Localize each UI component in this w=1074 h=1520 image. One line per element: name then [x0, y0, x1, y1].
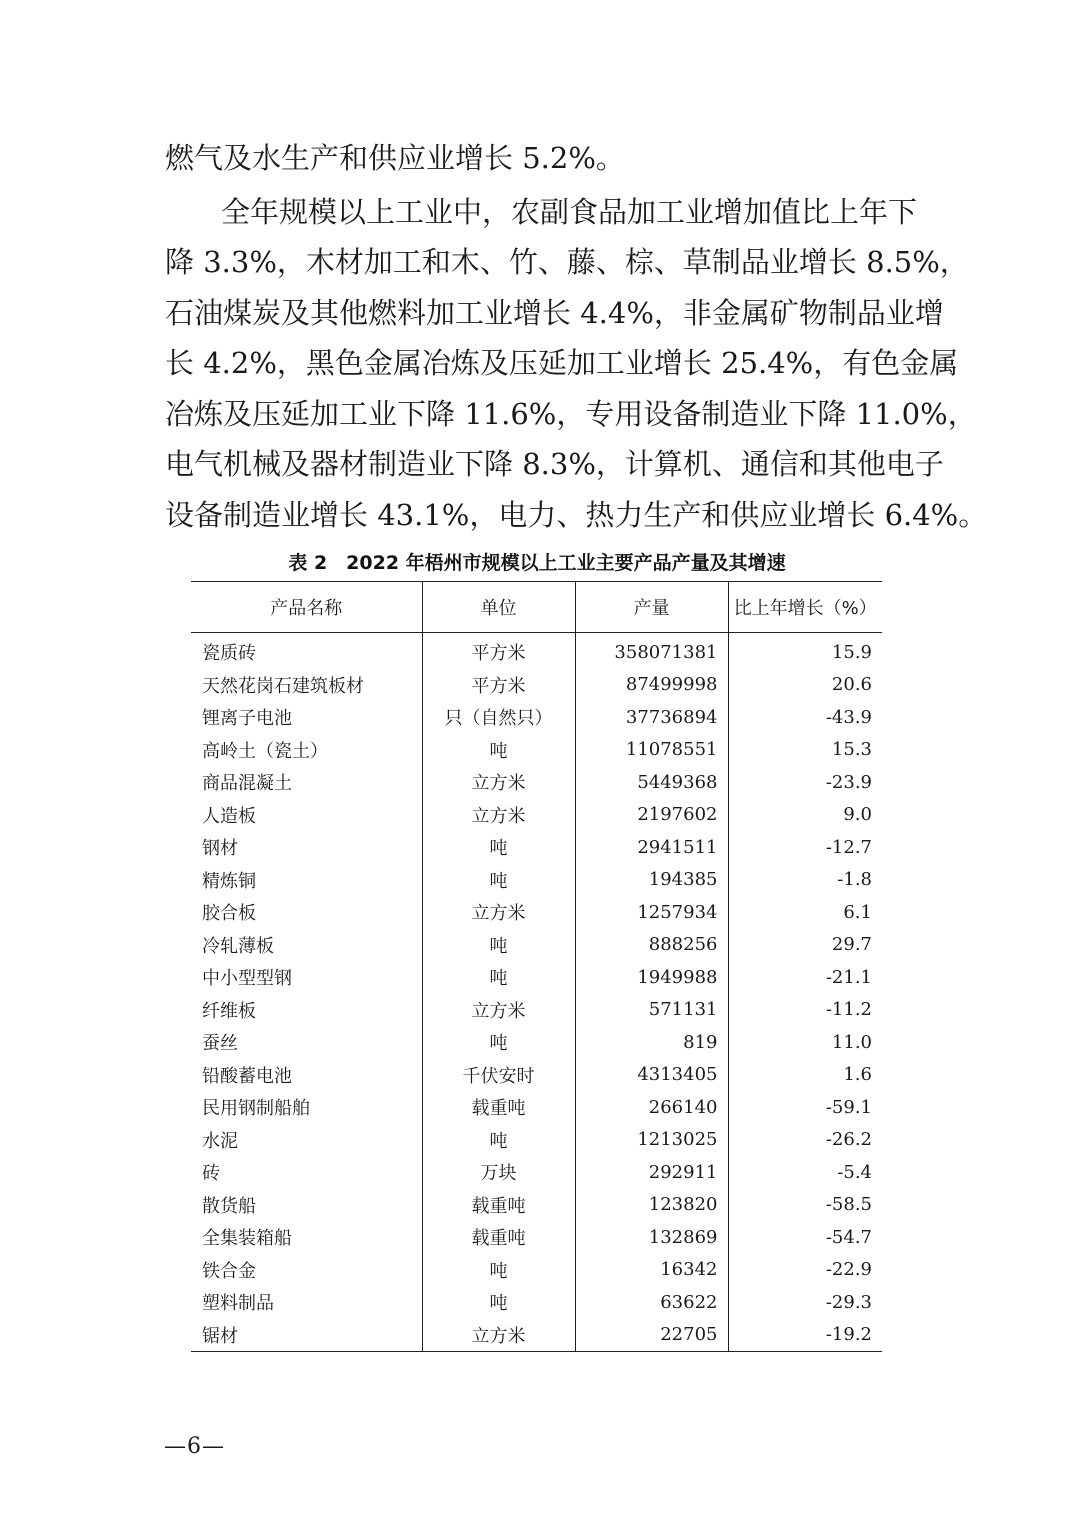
- table-row: [191, 994, 882, 1027]
- output-cell: 11078551: [575, 734, 728, 767]
- table-body: [191, 633, 882, 1352]
- header-growth: 比上年增长（%）: [728, 582, 882, 633]
- table-row: [191, 1059, 882, 1092]
- unit-cell: 载重吨: [422, 1091, 575, 1124]
- table-row: [191, 896, 882, 929]
- output-cell: 2197602: [575, 799, 728, 832]
- growth-cell: -19.2: [728, 1319, 882, 1352]
- output-cell: 194385: [575, 864, 728, 897]
- header-output: 产量: [575, 582, 728, 633]
- table-row: [191, 766, 882, 799]
- table-row: [191, 1026, 882, 1059]
- product-name-cell: 蚕丝: [202, 1033, 238, 1055]
- table-row: [191, 1221, 882, 1254]
- table-row: [191, 701, 882, 734]
- paragraph-line: 电气机械及器材制造业下降 8.3%，计算机、通信和其他电子: [165, 447, 944, 481]
- table-row: [191, 961, 882, 994]
- unit-cell: 吨: [422, 864, 575, 897]
- output-cell: 4313405: [575, 1059, 728, 1092]
- unit-cell: 只（自然只）: [422, 701, 575, 734]
- unit-cell: 吨: [422, 929, 575, 962]
- growth-cell: -29.3: [728, 1286, 882, 1319]
- paragraph-line: 长 4.2%，黑色金属冶炼及压延加工业增长 25.4%，有色金属: [165, 346, 959, 380]
- table-row: [191, 929, 882, 962]
- growth-cell: -26.2: [728, 1124, 882, 1157]
- table-row: [191, 831, 882, 864]
- output-cell: 888256: [575, 929, 728, 962]
- output-cell: 37736894: [575, 701, 728, 734]
- unit-cell: 平方米: [422, 669, 575, 702]
- product-name-cell: 铅酸蓄电池: [202, 1065, 292, 1087]
- output-cell: 571131: [575, 994, 728, 1027]
- growth-cell: 20.6: [728, 669, 882, 702]
- product-name-cell: 水泥: [202, 1130, 238, 1152]
- output-cell: 1257934: [575, 896, 728, 929]
- product-name-cell: 瓷质砖: [202, 643, 256, 665]
- unit-cell: 千伏安时: [422, 1059, 575, 1092]
- table-row: [191, 1286, 882, 1319]
- table-row: [191, 864, 882, 897]
- product-name-cell: 中小型型钢: [202, 968, 292, 990]
- header-product-name: 产品名称: [191, 582, 422, 633]
- paragraph-line: 冶炼及压延加工业下降 11.6%，专用设备制造业下降 11.0%，: [165, 397, 977, 431]
- output-cell: 292911: [575, 1156, 728, 1189]
- growth-cell: -43.9: [728, 701, 882, 734]
- output-cell: 16342: [575, 1254, 728, 1287]
- product-name-cell: 人造板: [202, 805, 256, 827]
- table-row: [191, 734, 882, 767]
- output-cell: 22705: [575, 1319, 728, 1352]
- output-cell: 87499998: [575, 669, 728, 702]
- table-header-row: [191, 582, 882, 633]
- product-name-cell: 散货船: [202, 1195, 256, 1217]
- table-row: [191, 1254, 882, 1287]
- output-cell: 1949988: [575, 961, 728, 994]
- growth-cell: -1.8: [728, 864, 882, 897]
- table-row: [191, 669, 882, 702]
- product-name-cell: 高岭土（瓷土）: [202, 740, 328, 762]
- output-cell: 5449368: [575, 766, 728, 799]
- unit-cell: 立方米: [422, 896, 575, 929]
- unit-cell: 吨: [422, 961, 575, 994]
- product-name-cell: 精炼铜: [202, 870, 256, 892]
- paragraph-line: 设备制造业增长 43.1%，电力、热力生产和供应业增长 6.4%。: [165, 498, 988, 532]
- product-name-cell: 砖: [202, 1163, 220, 1185]
- header-unit: 单位: [422, 582, 575, 633]
- output-cell: 1213025: [575, 1124, 728, 1157]
- growth-cell: 6.1: [728, 896, 882, 929]
- unit-cell: 吨: [422, 734, 575, 767]
- paragraph-line: 石油煤炭及其他燃料加工业增长 4.4%，非金属矿物制品业增: [165, 296, 944, 330]
- growth-cell: 15.3: [728, 734, 882, 767]
- product-name-cell: 民用钢制船舶: [202, 1098, 310, 1120]
- output-cell: 2941511: [575, 831, 728, 864]
- product-name-cell: 冷轧薄板: [202, 935, 274, 957]
- growth-cell: -21.1: [728, 961, 882, 994]
- table-row: [191, 1124, 882, 1157]
- unit-cell: 万块: [422, 1156, 575, 1189]
- table-row: [191, 1091, 882, 1124]
- unit-cell: 平方米: [422, 633, 575, 669]
- unit-cell: 吨: [422, 831, 575, 864]
- growth-cell: 1.6: [728, 1059, 882, 1092]
- growth-cell: 11.0: [728, 1026, 882, 1059]
- product-name-cell: 商品混凝土: [202, 773, 292, 795]
- growth-cell: -11.2: [728, 994, 882, 1027]
- unit-cell: 吨: [422, 1286, 575, 1319]
- unit-cell: 立方米: [422, 766, 575, 799]
- product-name-cell: 锯材: [202, 1325, 238, 1347]
- growth-cell: -54.7: [728, 1221, 882, 1254]
- paragraph-line: 降 3.3%，木材加工和木、竹、藤、棕、草制品业增长 8.5%，: [165, 245, 969, 279]
- table-row: [191, 1156, 882, 1189]
- unit-cell: 载重吨: [422, 1189, 575, 1222]
- output-cell: 63622: [575, 1286, 728, 1319]
- growth-cell: -58.5: [728, 1189, 882, 1222]
- product-name-cell: 塑料制品: [202, 1293, 274, 1315]
- growth-cell: 15.9: [728, 633, 882, 669]
- table-caption: 表 2 2022 年梧州市规模以上工业主要产品产量及其增速: [288, 552, 786, 574]
- table-row: [191, 633, 882, 669]
- table-row: [191, 799, 882, 832]
- growth-cell: -22.9: [728, 1254, 882, 1287]
- growth-cell: -5.4: [728, 1156, 882, 1189]
- production-table: [191, 581, 882, 1352]
- table-row: [191, 1319, 882, 1352]
- product-name-cell: 钢材: [202, 838, 238, 860]
- page-number: —6—: [164, 1434, 225, 1459]
- table-row: [191, 1189, 882, 1222]
- growth-cell: -23.9: [728, 766, 882, 799]
- unit-cell: 立方米: [422, 994, 575, 1027]
- product-name-cell: 纤维板: [202, 1000, 256, 1022]
- growth-cell: 9.0: [728, 799, 882, 832]
- unit-cell: 吨: [422, 1124, 575, 1157]
- growth-cell: -12.7: [728, 831, 882, 864]
- paragraph-line: 全年规模以上工业中，农副食品加工业增加值比上年下: [221, 195, 918, 229]
- unit-cell: 吨: [422, 1026, 575, 1059]
- growth-cell: -59.1: [728, 1091, 882, 1124]
- unit-cell: 立方米: [422, 799, 575, 832]
- product-name-cell: 天然花岗石建筑板材: [202, 675, 364, 697]
- product-name-cell: 全集装箱船: [202, 1228, 292, 1250]
- output-cell: 132869: [575, 1221, 728, 1254]
- paragraph-line: 燃气及水生产和供应业增长 5.2%。: [165, 141, 625, 175]
- product-name-cell: 锂离子电池: [202, 708, 292, 730]
- output-cell: 358071381: [575, 633, 728, 669]
- unit-cell: 载重吨: [422, 1221, 575, 1254]
- output-cell: 123820: [575, 1189, 728, 1222]
- growth-cell: 29.7: [728, 929, 882, 962]
- product-name-cell: 胶合板: [202, 903, 256, 925]
- output-cell: 819: [575, 1026, 728, 1059]
- output-cell: 266140: [575, 1091, 728, 1124]
- product-name-cell: 铁合金: [202, 1260, 256, 1282]
- unit-cell: 吨: [422, 1254, 575, 1287]
- unit-cell: 立方米: [422, 1319, 575, 1352]
